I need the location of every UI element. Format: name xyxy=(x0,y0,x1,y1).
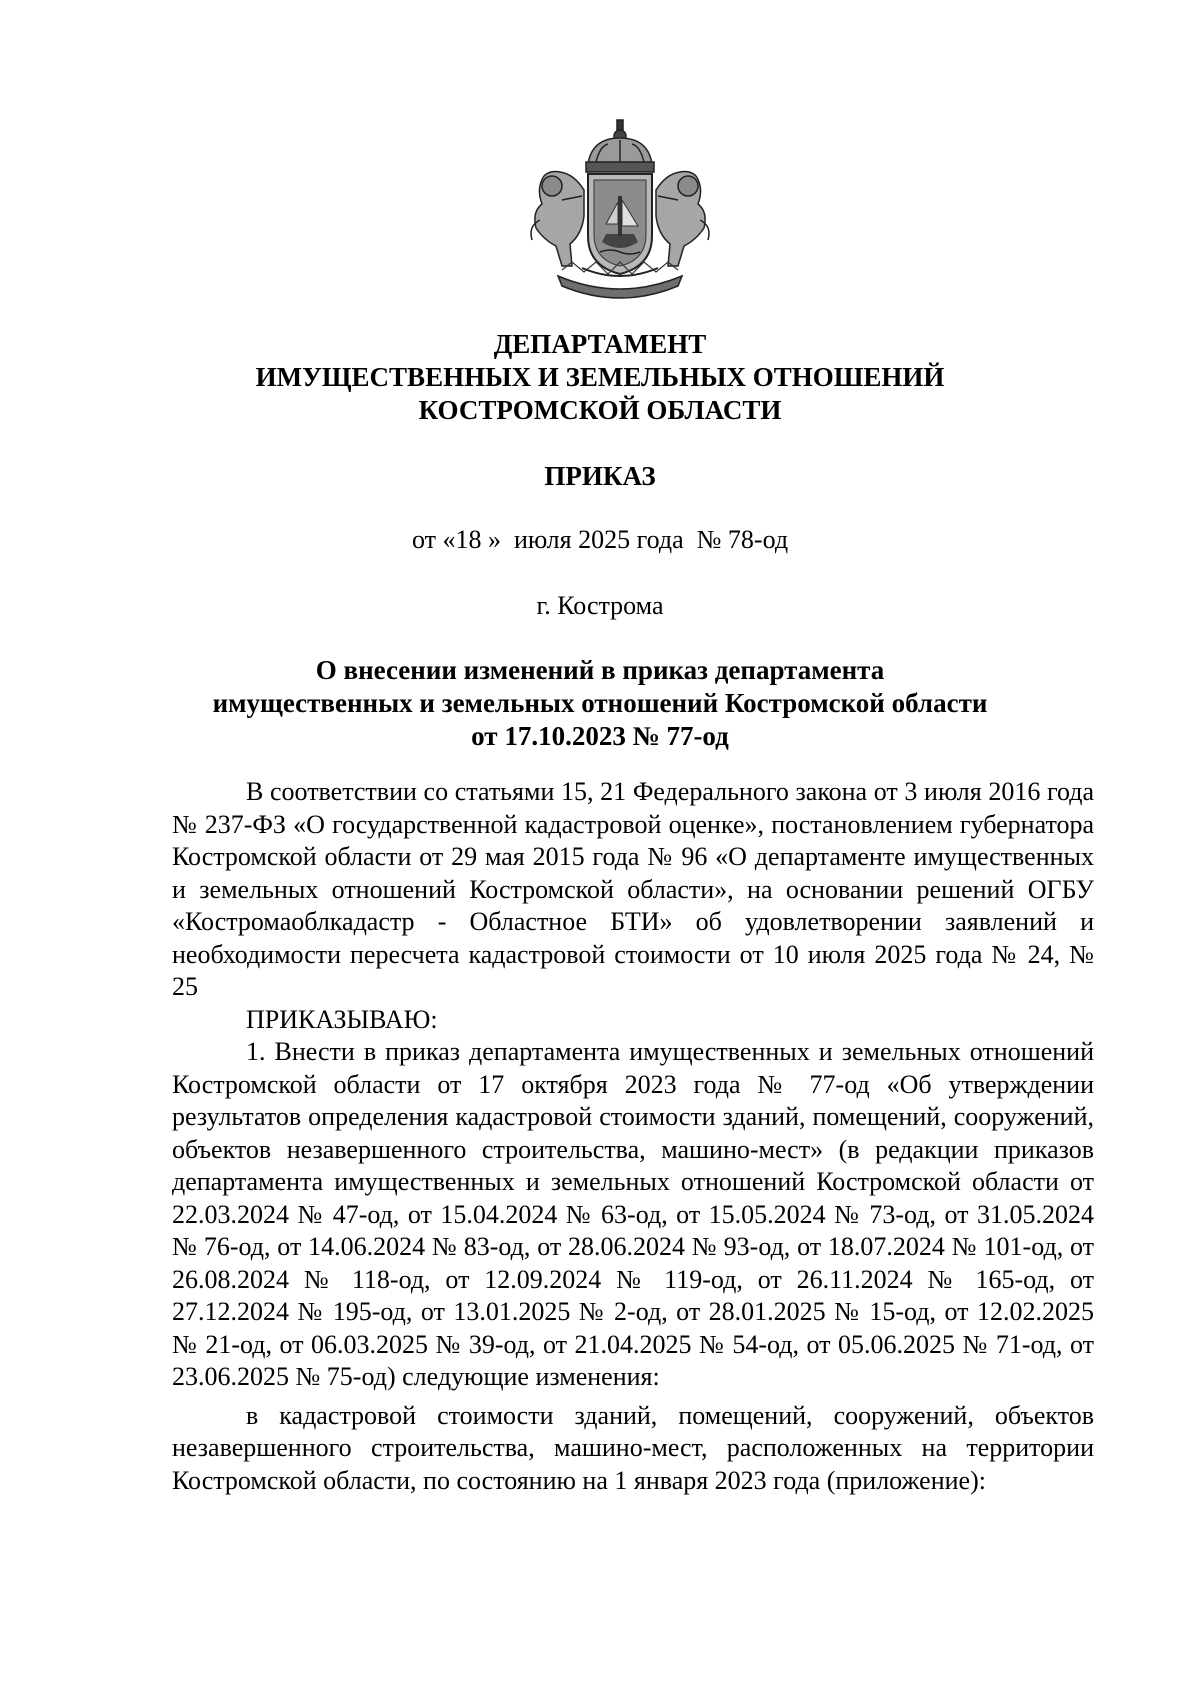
city: г. Кострома xyxy=(536,591,664,620)
preamble-paragraph: В соответствии со статьями 15, 21 Федерального закона от 3 июля 2016 года № 237-ФЗ «О государственной кадастровой оценке», постановлением губернатора Костромской области от 29 мая 2015 года № 96 «О департаменте имущественных и земельных отношений Костромской области», на основании решений ОГБУ «Костромаоблкадастр - Областное БТИ» об удовлетворении заявлений и необходимости пересчета кадастровой стоимости от 10 июля 2025 года № 24, № 25 xyxy=(172,777,1094,1001)
subject-line: от 17.10.2023 № 77-од xyxy=(471,721,729,751)
subject-line: имущественных и земельных отношений Костромской области xyxy=(212,688,988,718)
order-body xyxy=(172,776,1094,1497)
order-date-number: от «18 » июля 2025 года № 78-од xyxy=(411,525,789,554)
department-line: ИМУЩЕСТВЕННЫХ И ЗЕМЕЛЬНЫХ ОТНОШЕНИЙ xyxy=(255,362,945,392)
department-line: КОСТРОМСКОЙ ОБЛАСТИ xyxy=(418,395,782,425)
document-type: ПРИКАЗ xyxy=(544,461,656,491)
department-name xyxy=(150,328,1050,427)
coat-of-arms-icon xyxy=(522,116,718,306)
item-1-paragraph: 1. Внести в приказ департамента имущественных и земельных отношений Костромской области от 17 октября 2023 года № 77-од «Об утверждении результатов определения кадастровой стоимости зданий, помещений, сооружений, объектов незавершенного строительства, машино-мест» (в редакции приказов департамента имущественных и земельных отношений Костромской области от 22.03.2024 № 47-од, от 15.04.2024 № 63-од, от 15.05.2024 № 73-од, от 31.05.2024 № 76-од, от 14.06.2024 № 83-од, от 28.06.2024 № 93-од, от 18.07.2024 № 101-од, от 26.08.2024 № 118-од, от 12.09.2024 № 119-од, от 26.11.2024 № 165-од, от 27.12.2024 № 195-од, от 13.01.2025 № 2-од, от 28.01.2025 № 15-од, от 12.02.2025 № 21-од, от 06.03.2025 № 39-од, от 21.04.2025 № 54-од, от 05.06.2025 № 71-од, от 23.06.2025 № 75-од) следующие изменения: xyxy=(172,1037,1094,1391)
order-subject xyxy=(150,654,1050,753)
subject-line: О внесении изменений в приказ департамента xyxy=(315,655,885,685)
item-1-subparagraph: в кадастровой стоимости зданий, помещений, сооружений, объектов незавершенного строительства, машино-мест, расположенных на территории Костромской области, по состоянию на 1 января 2023 года (приложение): xyxy=(172,1400,1094,1495)
decree-word: ПРИКАЗЫВАЮ: xyxy=(246,1004,438,1034)
department-line: ДЕПАРТАМЕНТ xyxy=(493,329,707,359)
